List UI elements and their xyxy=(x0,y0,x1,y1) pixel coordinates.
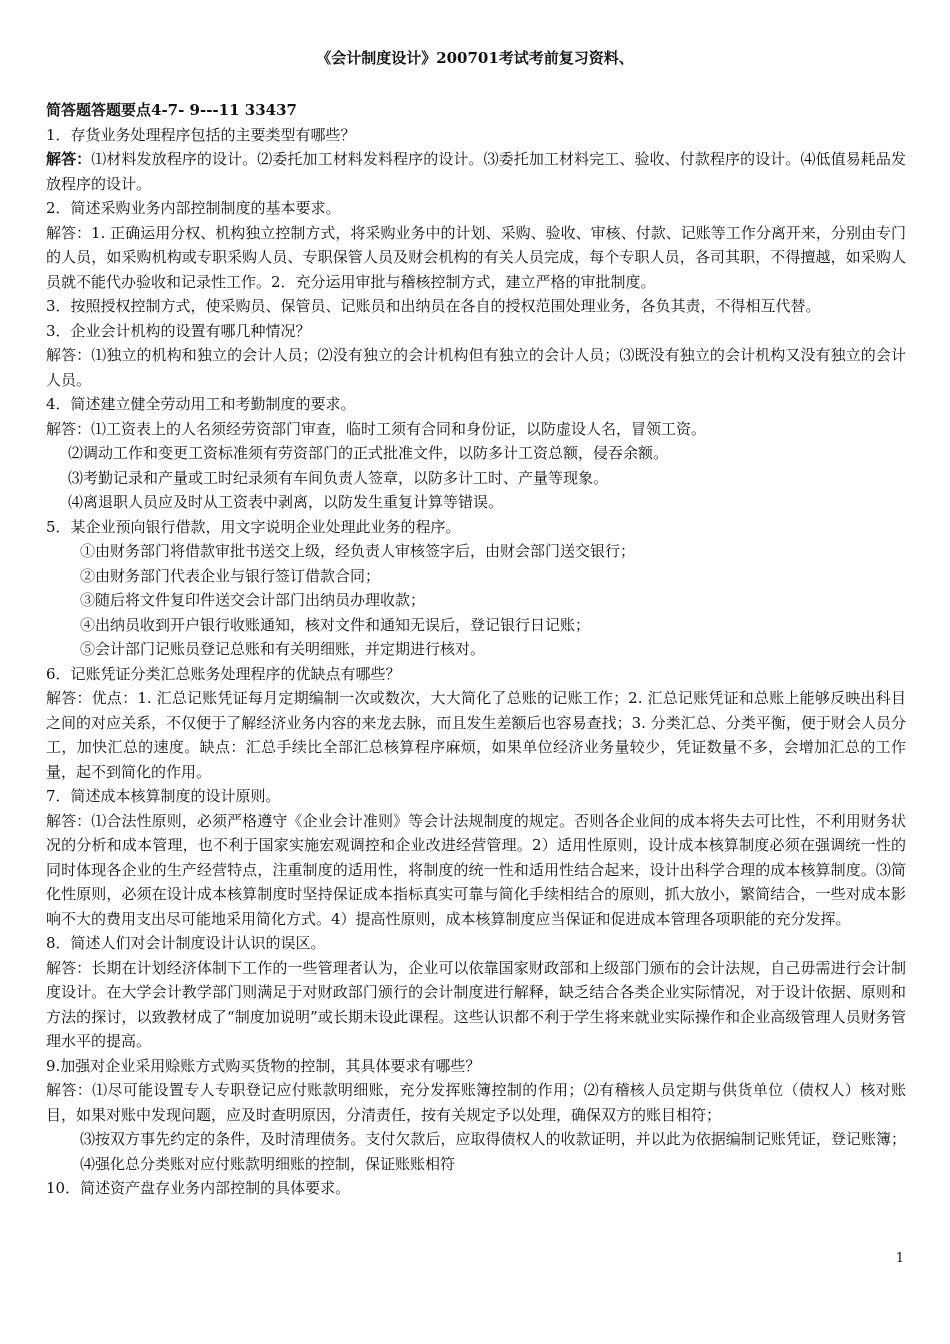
answer-label: 解答： xyxy=(46,150,92,168)
answer-8: 解答：长期在计划经济体制下工作的一些管理者认为，企业可以依靠国家财政部和上级部门颁布的会计法规，自己毋需进行会计制度设计。在大学会计教学部门则满足于对财政部门颁行的会计制度进行解释，缺乏结合各类企业实际情况，对于设计依据、原则和方法的探讨，以致教材成了“制度加说明”或长期未设此课程。这些认识都不利于学生将来就业实际操作和企业高级管理人员财务管理水平的提高。 xyxy=(46,958,906,1050)
answer-6: 解答：优点：1. 汇总记账凭证每月定期编制一次或数次，大大简化了总账的记账工作；2. 汇总记账凭证和总账上能够反映出科目之间的对应关系，不仅便于了解经济业务内容的来龙去脉，而且发生差额后也容易查找；3. 分类汇总、分类平衡，便于财会人员分工，加快汇总的速度。缺点：汇总手续比全部汇总核算程序麻烦，如果单位经济业务量较少，凭证数量不多，会增加汇总的工作量，起不到简化的作用。 xyxy=(46,689,906,781)
answer-5-step-4: ④出纳员收到开户银行收账通知，核对文件和通知无误后，登记银行日记账； xyxy=(80,615,591,634)
page-number: 1 xyxy=(895,1251,904,1266)
document-title: 《会计制度设计》200701考试考前复习资料、 xyxy=(316,49,634,67)
answer-5-step-2: ②由财务部门代表企业与银行签订借款合同； xyxy=(80,566,381,585)
question-2: 2．简述采购业务内部控制制度的基本要求。 xyxy=(46,199,341,217)
question-3: 3．企业会计机构的设置有哪几种情况？ xyxy=(46,321,311,340)
question-8: 8．简述人们对会计制度设计认识的误区。 xyxy=(46,934,326,952)
question-10: 10．简述资产盘存业务内部控制的具体要求。 xyxy=(46,1179,351,1197)
question-1: 1．存货业务处理程序包括的主要类型有哪些？ xyxy=(46,125,356,144)
answer-5-step-1: ①由财务部门将借款审批书送交上级，经负责人审核签字后，由财会部门送交银行； xyxy=(80,542,636,560)
answer-4-item-1: 解答：⑴工资表上的人名须经劳资部门审查，临时工须有合同和身份证，以防虚设人名，冒领工资。 xyxy=(46,419,707,438)
answer-7: 解答：⑴合法性原则，必须严格遵守《企业会计准则》等会计法规制度的规定。否则各企业间的成本将失去可比性，不利用财务状况的分析和成本管理，也不利于国家实施宏观调控和企业改进经营管理。2）适用性原则，设计成本核算制度必须在强调统一性的同时体现各企业的生产经营特点，注重制度的适用性，将制度的统一性和适用性结合起来，设计出科学合理的成本核算制度。⑶简化性原则，必须在设计成本核算制度时坚持保证成本指标真实可靠与简化手续相结合的原则，抓大放小，繁简结合，一些对成本影响不大的费用支出尽可能地采用简化方式。4）提高性原则，成本核算制度应当保证和促进成本管理各项职能的充分发挥。 xyxy=(46,811,906,928)
answer-4-item-2: ⑵调动工作和变更工资标准须有劳资部门的正式批准文件，以防多计工资总额，侵吞余额。 xyxy=(68,444,669,462)
answer-4-item-4: ⑷离退职人员应及时从工资表中剥离，以防发生重复计算等错误。 xyxy=(68,493,504,511)
answer-1 xyxy=(46,147,906,196)
answer-9-part-2: ⑶按双方事先约定的条件，及时清理债务。支付欠款后，应取得债权人的收款证明，并以此为依据编制记账凭证，登记账簿；⑷强化总分类账对应付账款明细账的控制，保证账账相符 xyxy=(80,1130,906,1173)
question-4: 4．简述建立健全劳动用工和考勤制度的要求。 xyxy=(46,395,356,413)
section-header: 简答题答题要点4-7- 9---11 33437 xyxy=(46,101,297,119)
answer-2-point-3: 3．按照授权控制方式，使采购员、保管员、记账员和出纳员在各自的授权范围处理业务，各负其责，不得相互代替。 xyxy=(46,297,821,315)
answer-9-part-1: 解答：⑴尽可能设置专人专职登记应付账款明细账，充分发挥账簿控制的作用；⑵有稽核人员定期与供货单位（债权人）核对账目，如果对账中发现问题，应及时查明原因，分清责任，按有关规定予以处理，确保双方的账目相符； xyxy=(46,1081,906,1124)
answer-4-item-3: ⑶考勤记录和产量或工时纪录须有车间负责人签章，以防多计工时、产量等现象。 xyxy=(68,468,609,487)
answer-3: 解答：⑴独立的机构和独立的会计人员；⑵没有独立的会计机构但有独立的会计人员；⑶既没有独立的会计机构又没有独立的会计人员。 xyxy=(46,346,906,389)
answer-5-step-3: ③随后将文件复印件送交会计部门出纳员办理收款； xyxy=(80,591,426,609)
answer-2: 解答：1. 正确运用分权、机构独立控制方式，将采购业务中的计划、采购、验收、审核、付款、记账等工作分离开来，分别由专门的人员，如采购机构或专职采购人员、专职保管人员及财会机构的有关人员完成，每个专职人员，各司其职，不得擅越，如采购人员就不能代办验收和记录性工作。2．充分运用审批与稽核控制方式，建立严格的审批制度。 xyxy=(46,223,906,291)
document-body xyxy=(46,98,906,1201)
question-6: 6．记账凭证分类汇总账务处理程序的优缺点有哪些？ xyxy=(46,664,401,683)
question-7: 7．简述成本核算制度的设计原则。 xyxy=(46,787,281,805)
question-5: 5．某企业预向银行借款，用文字说明企业处理此业务的程序。 xyxy=(46,517,461,536)
question-9: 9.加强对企业采用赊账方式购买货物的控制，其具体要求有哪些？ xyxy=(46,1056,481,1075)
answer-5-step-5: ⑤会计部门记账员登记总账和有关明细账，并定期进行核对。 xyxy=(80,640,486,658)
answer-1-text: ⑴材料发放程序的设计。⑵委托加工材料发料程序的设计。⑶委托加工材料完工、验收、付款程序的设计。⑷低值易耗品发放程序的设计。 xyxy=(46,150,906,193)
